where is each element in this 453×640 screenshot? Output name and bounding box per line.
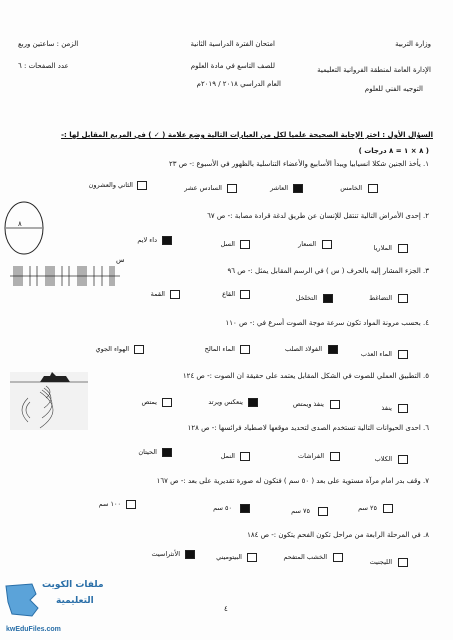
q2-option-1-checkbox[interactable] bbox=[398, 244, 408, 253]
q8-option-1-checkbox[interactable] bbox=[398, 558, 408, 567]
q4-option-1-checkbox[interactable] bbox=[398, 350, 408, 359]
q7-option-4-checkbox[interactable] bbox=[126, 500, 136, 509]
q2-option-1-label: الملاريا bbox=[373, 244, 392, 252]
q1-option-2-checkbox[interactable] bbox=[293, 184, 303, 193]
exam-title: امتحان الفترة الدراسية الثانية bbox=[190, 40, 275, 48]
q2-option-4-label: داء لايم bbox=[137, 236, 157, 244]
question-3-stem: ٣. الجزء المشار إليه بالحرف ( س ) في الرسم المقابل يمثل :- ص ٩٦ bbox=[227, 267, 429, 275]
q5-option-1-checkbox[interactable] bbox=[398, 404, 408, 413]
sound-wave-figure bbox=[10, 262, 120, 290]
q2-option-3-label: السل bbox=[220, 240, 235, 248]
q3-option-4-label: القمة bbox=[150, 290, 165, 298]
q2-option-2-checkbox[interactable] bbox=[322, 240, 332, 249]
q3-option-2-label: التخلخل bbox=[295, 294, 317, 302]
q7-option-2-label: ٥٠ سم bbox=[213, 504, 232, 512]
q4-option-2-label: الفولاذ الصلب bbox=[284, 345, 322, 353]
kuwait-map-icon bbox=[2, 580, 42, 620]
q8-option-2-label: الخشب المتفحم bbox=[283, 553, 327, 561]
q5-option-4-checkbox[interactable] bbox=[162, 398, 172, 407]
circle-label: ٨ bbox=[18, 220, 22, 228]
exam-duration: الزمن : ساعتين وربع bbox=[18, 40, 79, 48]
q5-option-3-checkbox[interactable] bbox=[248, 398, 258, 407]
q4-option-3-checkbox[interactable] bbox=[240, 345, 250, 354]
watermark-line1: ملفات الكويت bbox=[42, 580, 104, 590]
q5-option-3-label: ينعكس ويرتد bbox=[208, 398, 243, 406]
section-title: السؤال الأول : اختر الإجابة الصحيحة علميا لكل من العبارات التالية وضع علامة ( ✓ ) في المربع المقابل لها :- bbox=[61, 131, 433, 139]
q6-option-4-checkbox[interactable] bbox=[162, 448, 172, 457]
q2-option-2-label: السعار bbox=[298, 240, 316, 248]
question-5-stem: ٥. التطبيق العملي للصوت في الشكل المقابل يعتمد على حقيقة ان الصوت :- ص ١٢٤ bbox=[182, 372, 429, 380]
question-6-stem: ٦. احدى الحيوانات التالية تستخدم الصدى لتحديد موقعها لاصطياد فرائسها :- ص ١٢٨ bbox=[187, 424, 429, 432]
q6-option-3-label: النمل bbox=[220, 452, 235, 460]
q4-option-1-label: الماء العذب bbox=[360, 350, 392, 358]
q4-option-4-checkbox[interactable] bbox=[134, 345, 144, 354]
watermark-site: kwEduFiles.com bbox=[6, 626, 61, 633]
q2-option-3-checkbox[interactable] bbox=[240, 240, 250, 249]
supervision-name: التوجيه الفني للعلوم bbox=[364, 85, 423, 93]
watermark-logo bbox=[0, 570, 112, 640]
q4-option-3-label: الماء المالح bbox=[204, 345, 235, 353]
q7-option-1-checkbox[interactable] bbox=[383, 504, 393, 513]
q7-option-3-checkbox[interactable] bbox=[318, 507, 328, 516]
ministry-name: وزارة التربية bbox=[395, 40, 431, 48]
q3-option-1-label: التضاغط bbox=[369, 294, 392, 302]
directorate-name: الإدارة العامة لمنطقة الفروانية التعليمية bbox=[317, 66, 431, 74]
question-1-stem: ١. يأخذ الجنين شكلا انسيابيا ويبدأ الأسابيع والأعضاء التناسلية بالظهور في الأسبوع :- ص ٢٣ bbox=[168, 160, 429, 168]
q3-option-2-checkbox[interactable] bbox=[323, 294, 333, 303]
page-number: ٤ bbox=[224, 605, 228, 613]
q1-option-3-label: السادس عشر bbox=[184, 184, 222, 192]
q4-option-2-checkbox[interactable] bbox=[328, 345, 338, 354]
sonar-ship-figure bbox=[10, 372, 88, 430]
q8-option-3-checkbox[interactable] bbox=[247, 553, 257, 562]
q2-option-4-checkbox[interactable] bbox=[162, 236, 172, 245]
wave-label-s: س bbox=[116, 256, 125, 264]
q5-option-2-label: ينفذ ويمتص bbox=[292, 400, 324, 408]
page-count: عدد الصفحات : ٦ bbox=[18, 62, 69, 70]
q1-option-4-label: الثاني والعشرون bbox=[88, 181, 133, 189]
question-7-stem: ٧. وقف بدر امام مرآة مستوية على بعد ( ٥٠ سم ) فتكون له صورة تقديرية على بعد :- ص ١٦٧ bbox=[156, 477, 429, 485]
question-2-stem: ٢. إحدى الأمراض التالية تنتقل للإنسان عن طريق لدغة قرادة مصابة :- ص ٦٧ bbox=[207, 212, 429, 220]
q1-option-1-checkbox[interactable] bbox=[368, 184, 378, 193]
question-4-stem: ٤. بحسب مرونة المواد تكون سرعة موجة الصوت أسرع في :- ص ١١٠ bbox=[225, 319, 429, 327]
grade-subject: للصف التاسع في مادة العلوم bbox=[190, 62, 275, 70]
q7-option-4-label: ١٠٠ سم bbox=[98, 500, 121, 508]
q1-option-3-checkbox[interactable] bbox=[227, 184, 237, 193]
section-marks: ( ٨ × ١ = ٨ درجات ) bbox=[358, 147, 429, 155]
q4-option-4-label: الهواء الجوي bbox=[95, 345, 129, 353]
q5-option-2-checkbox[interactable] bbox=[330, 400, 340, 409]
q3-option-4-checkbox[interactable] bbox=[170, 290, 180, 299]
q7-option-1-label: ٢٥ سم bbox=[358, 504, 377, 512]
q6-option-2-label: الفراشات bbox=[297, 452, 324, 460]
q1-option-2-label: العاشر bbox=[270, 184, 288, 192]
q6-option-1-label: الكلاب bbox=[374, 455, 392, 463]
q8-option-2-checkbox[interactable] bbox=[333, 553, 343, 562]
q6-option-1-checkbox[interactable] bbox=[398, 455, 408, 464]
q7-option-3-label: ٧٥ سم bbox=[291, 507, 310, 515]
q7-option-2-checkbox[interactable] bbox=[240, 504, 250, 513]
q3-option-3-label: القاع bbox=[222, 290, 235, 298]
question-8-stem: ٨. في المرحلة الرابعة من مراحل تكون الفحم يتكون :- ص ١٨٤ bbox=[247, 531, 429, 539]
q1-option-1-label: الخامس bbox=[340, 184, 362, 192]
q6-option-2-checkbox[interactable] bbox=[330, 452, 340, 461]
watermark-line2: التعليمية bbox=[56, 596, 94, 606]
q8-option-4-checkbox[interactable] bbox=[185, 550, 195, 559]
q5-option-1-label: ينفذ bbox=[381, 404, 392, 412]
q3-option-1-checkbox[interactable] bbox=[398, 294, 408, 303]
embryo-circle-figure bbox=[4, 200, 48, 256]
q8-option-4-label: الأنثراسيت bbox=[151, 550, 180, 558]
q6-option-3-checkbox[interactable] bbox=[240, 452, 250, 461]
q8-option-1-label: الليجنيت bbox=[369, 558, 392, 566]
q8-option-3-label: البيتوميني bbox=[216, 553, 242, 561]
q5-option-4-label: يمتص bbox=[141, 398, 157, 406]
q1-option-4-checkbox[interactable] bbox=[137, 181, 147, 190]
q6-option-4-label: الحيتان bbox=[138, 448, 157, 456]
school-year: العام الدراسي ٢٠١٨ / ٢٠١٩م bbox=[196, 80, 281, 88]
q3-option-3-checkbox[interactable] bbox=[240, 290, 250, 299]
